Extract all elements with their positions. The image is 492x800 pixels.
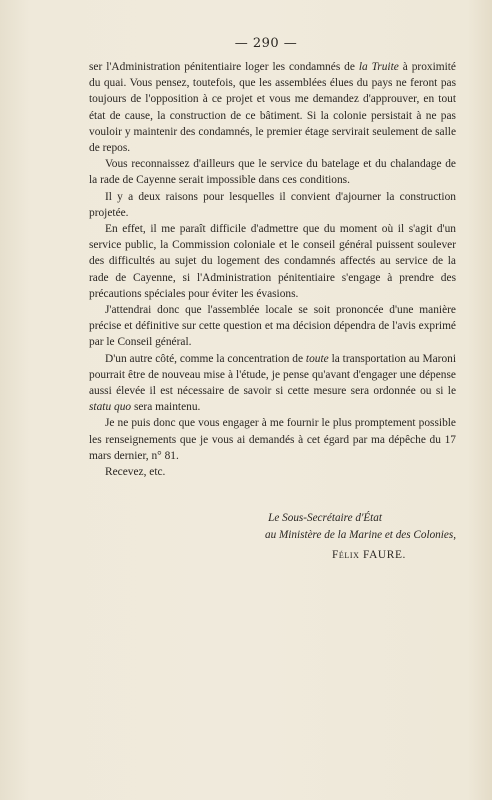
paragraph [89,415,456,464]
italic-text: toute [305,352,329,365]
text-run: J'attendrai donc que l'assemblée locale se soit prononcée d'une manière précise et définitive sur cette question et ma décision dépendra de l'avis exprimé par le Conseil général. [89,304,456,349]
text-run: ser l'Administration pénitentiaire loger les condamnés de [89,61,359,73]
signer-name [332,549,406,561]
italic-text: la Truite [358,61,399,73]
text-run: Recevez, etc. [105,466,166,479]
text-run: Vous reconnaissez d'ailleurs que le service du batelage et du chalandage de la rade de Cayenne serait impossible dans ces conditions. [89,158,456,187]
paragraph [89,351,456,416]
text-run: Il y a deux raisons pour lesquelles il convient d'ajourner la construction projetée. [89,190,456,219]
paragraph [89,156,456,188]
paragraph [89,59,456,156]
paragraph [89,221,456,302]
italic-text: statu quo [89,401,132,414]
text-run: la transportation au Maroni pourrait être de nouveau mise à l'étude, je pense qu'avant d'engager une dépense aussi élevée il est nécessaire de savoir si cette mesure sera ordonnée ou si le [89,352,456,398]
signature-title-line-1: Le Sous-Secrétaire d'État [268,512,382,524]
signature-title-line-2: au Ministère de la Marine et des Colonies, [265,529,456,541]
paragraph [89,302,456,351]
text-run: D'un autre côté, comme la concentration de [105,352,306,365]
paragraph [89,464,456,480]
letter-body [89,59,456,480]
text-run: En effet, il me paraît difficile d'admettre que du moment où il s'agit d'un service public, la Commission coloniale et le conseil général puissent soulever des difficultés au sujet du logement des condamnés affectés au service de la rade de Cayenne, si l'Administration pénitentiaire s'engage à prendre des précautions spéciales pour éviter les évasions. [89,223,456,300]
signer-first-name: Félix [332,549,360,561]
text-run: sera maintenu. [131,401,201,414]
page-number: — 290 — [234,36,298,51]
text-run: à proximité du quai. Vous pensez, toutefois, que les assemblées élues du pays ne feront pas toujours de l'opposition à ce projet et vous me demandez d'approuver, en tout état de cause, la construction de ce bâtiment. Si la colonie persistait à ne pas vouloir y maintenir des condamnés, le premier étage servirait seulement de salle de repos. [89,61,456,155]
paragraph [89,189,456,221]
signer-last-name: FAURE. [363,549,406,561]
text-run: Je ne puis donc que vous engager à me fournir le plus promptement possible les renseignements que je vous ai demandés à cet égard par ma dépêche du 17 mars dernier, n° 81. [89,417,456,462]
